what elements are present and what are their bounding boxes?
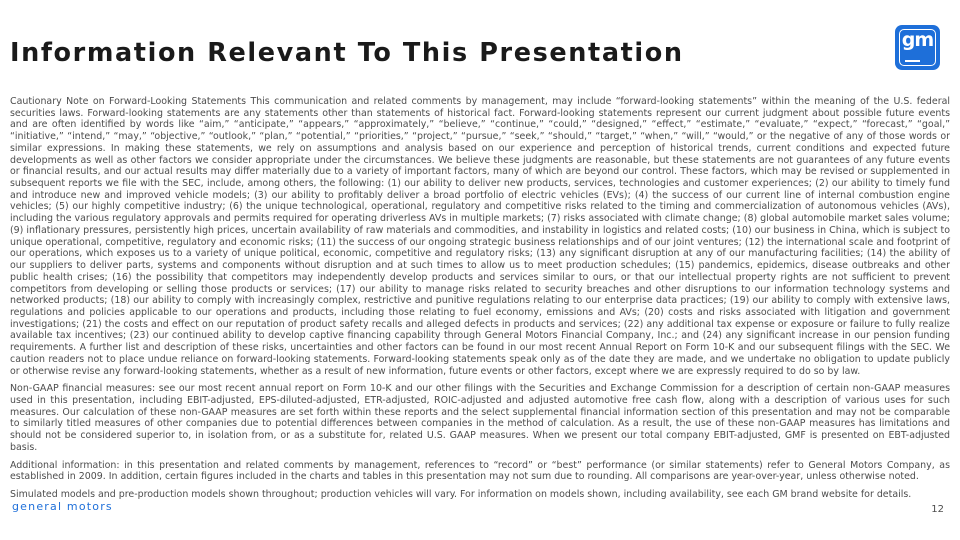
footer-brand-wordmark: general motors bbox=[12, 500, 113, 513]
non-gaap-paragraph: Non-GAAP financial measures: see our most recent annual report on Form 10-K and our other filings with the Securities and Exchange Commission for a description of certain non-GAAP measures used in this presentation, including EBIT-adjusted, EPS-diluted-adjusted, ETR-adjusted, ROIC-adjusted and adjusted automotive free cash flow, along with a description of various uses for such measures. Our calculation of these non-GAAP measures are set forth within these reports and the select supplemental financial information section of this presentation and may not be comparable to similarly titled measures of other companies due to potential differences between companies in the method of calculation. As a result, the use of these non-GAAP measures has limitations and should not be considered superior to, in isolation from, or as a substitute for, related U.S. GAAP measures. When we present our total company EBIT-adjusted, GMF is presented on EBT-adjusted basis. bbox=[10, 383, 950, 453]
gm-logo-underline bbox=[905, 60, 920, 62]
page-title: Information Relevant To This Presentation bbox=[10, 38, 684, 68]
disclaimer-body bbox=[10, 96, 950, 507]
gm-logo-text: gm bbox=[901, 29, 934, 51]
simulated-models-paragraph: Simulated models and pre-production models shown throughout; production vehicles will vary. For information on models shown, including availability, see each GM brand website for details. bbox=[10, 489, 912, 500]
page-number: 12 bbox=[931, 504, 944, 515]
additional-information-paragraph: Additional information: in this presentation and related comments by management, references to “record” or “best” performance (or similar statements) refer to General Motors Company, as established in 2009. In addition, certain figures included in the charts and tables in this presentation may not sum due to rounding. All comparisons are year-over-year, unless otherwise noted. bbox=[10, 459, 950, 483]
gm-logo-icon bbox=[895, 25, 940, 70]
forward-looking-statements-paragraph: Cautionary Note on Forward-Looking Statements This communication and related comments by management, may include “forward-looking statements” within the meaning of the U.S. federal securities laws. Forward-looking statements are any statements other than statements of historical fact. Forward-looking statements represent our current judgment about possible future events and are often identified by words like “aim,” “anticipate,” “appears,” “approximately,” “believe,” “continue,” “could,” “designed,” “effect,” “estimate,” “evaluate,” “expect,” “forecast,” “goal,” “initiative,” “intend,” “may,” “objective,” “outlook,” “plan,” “potential,” “priorities,” “project,” “pursue,” “seek,” “should,” “target,” “when,” “will,” “would,” or the negative of any of those words or similar expressions. In making these statements, we rely on assumptions and analysis based on our experience and perception of historical trends, current conditions and expected future developments as well as other factors we consider appropriate under the circumstances. We believe these judgments are reasonable, but these statements are not guarantees of any future events or financial results, and our actual results may differ materially due to a variety of important factors, many of which are beyond our control. These factors, which may be revised or supplemented in subsequent reports we file with the SEC, include, among others, the following: (1) our ability to deliver new products, services, technologies and customer experiences; (2) our ability to timely fund and introduce new and improved vehicle models; (3) our ability to profitably deliver a broad portfolio of electric vehicles (EVs); (4) the success of our current line of internal combustion engine vehicles; (5) our highly competitive industry; (6) the unique technological, operational, regulatory and competitive risks related to the timing and commercialization of autonomous vehicles (AVs), including the various regulatory approvals and permits required for operating driverless AVs in multiple markets; (7) risks associated with climate change; (8) global automobile market sales volume; (9) inflationary pressures, persistently high prices, uncertain availability of raw materials and commodities, and instability in logistics and related costs; (10) our business in China, which is subject to unique operational, competitive, regulatory and economic risks; (11) the success of our ongoing strategic business relationships and of our joint ventures; (12) the international scale and footprint of our operations, which exposes us to a variety of unique political, economic, competitive and regulatory risks; (13) any significant disruption at any of our manufacturing facilities; (14) the ability of our suppliers to deliver parts, systems and components without disruption and at such times to allow us to meet production schedules; (15) pandemics, epidemics, disease outbreaks and other public health crises; (16) the possibility that competitors may independently develop products and services similar to ours, or that our intellectual property rights are not sufficient to prevent competitors from developing or selling those products or services; (17) our ability to manage risks related to security breaches and other disruptions to our information technology systems and networked products; (18) our ability to comply with increasingly complex, restrictive and punitive regulations relating to our enterprise data practices; (19) our ability to comply with extensive laws, regulations and policies applicable to our operations and products, including those relating to fuel economy, emissions and AVs; (20) costs and risks associated with litigation and government investigations; (21) the costs and effect on our reputation of product safety recalls and alleged defects in products and services; (22) any additional tax expense or exposure or failure to fully realize available tax incentives; (23) our continued ability to develop captive financing capability through General Motors Financial Company, Inc.; and (24) any significant increase in our pension funding requirements. A further list and description of these risks, uncertainties and other factors can be found in our most recent Annual Report on Form 10-K and our subsequent filings with the SEC. We caution readers not to place undue reliance on forward-looking statements. Forward-looking statements speak only as of the date they are made, and we undertake no obligation to update publicly or otherwise revise any forward-looking statements, whether as a result of new information, future events or other factors, except where we are expressly required to do so by law. bbox=[10, 96, 950, 377]
